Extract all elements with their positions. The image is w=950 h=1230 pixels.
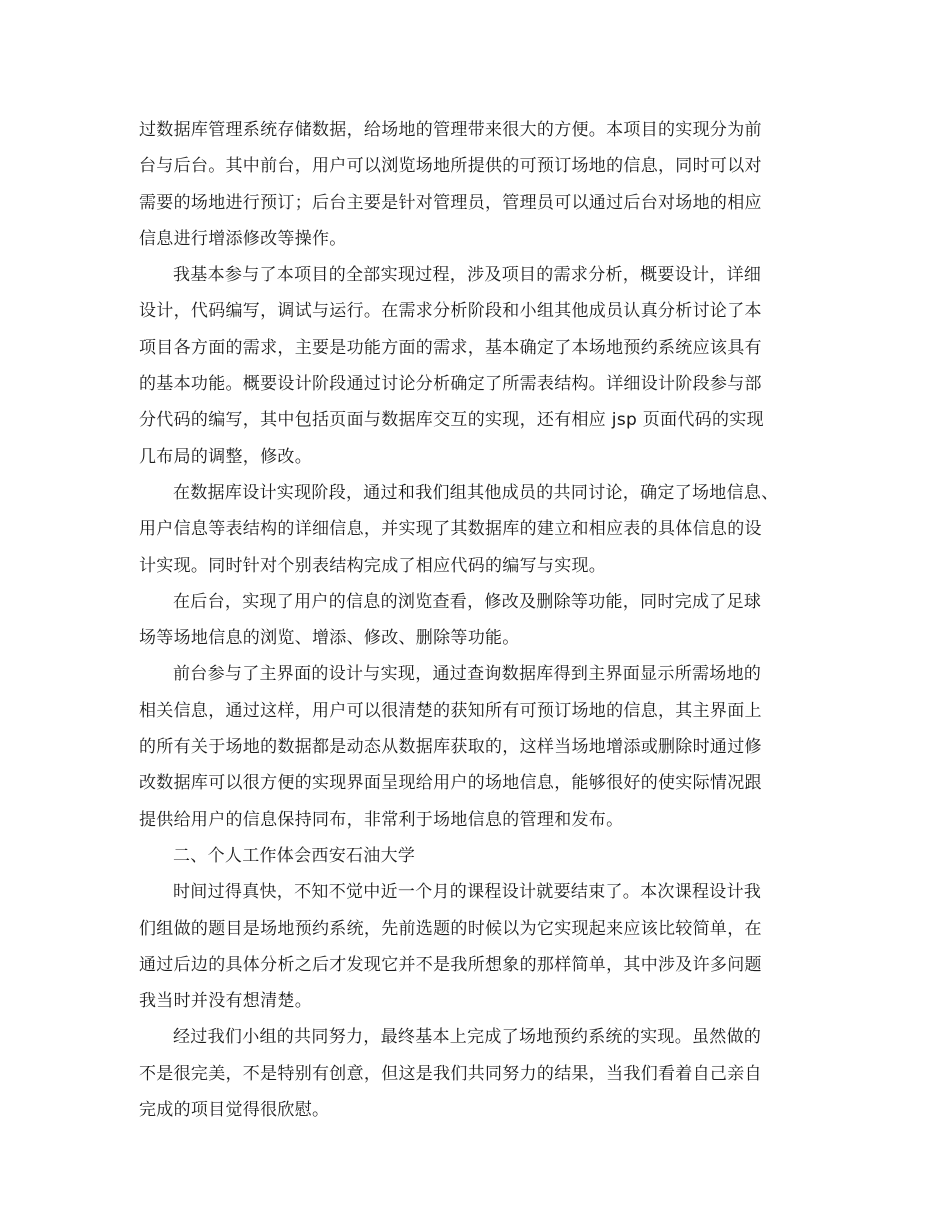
text-line: 计实现。同时针对个别表结构完成了相应代码的编写与实现。 xyxy=(139,555,607,576)
text-line: 设计，代码编写，调试与运行。在需求分析阶段和小组其他成员认真分析讨论了本 xyxy=(139,301,762,322)
text-line: 的基本功能。概要设计阶段通过讨论分析确定了所需表结构。详细设计阶段参与部 xyxy=(139,374,762,395)
text-line: 在数据库设计实现阶段，通过和我们组其他成员的共同讨论，确定了场地信息、 xyxy=(173,482,779,503)
text-line: 几布局的调整，修改。 xyxy=(139,446,312,467)
text-line: 项目各方面的需求，主要是功能方面的需求，基本确定了本场地预约系统应该具有 xyxy=(139,337,762,358)
document-body xyxy=(139,112,816,1128)
text-line: 不是很完美，不是特别有创意，但这是我们共同努力的结果，当我们看着自己亲自 xyxy=(139,1063,762,1084)
text-line: 需要的场地进行预订；后台主要是针对管理员，管理员可以通过后台对场地的相应 xyxy=(139,192,762,213)
text-line: 我基本参与了本项目的全部实现过程，涉及项目的需求分析，概要设计，详细 xyxy=(173,265,762,286)
text-line: 信息进行增添修改等操作。 xyxy=(139,228,347,249)
text-line: 通过后边的具体分析之后才发现它并不是我所想象的那样简单，其中涉及许多问题 xyxy=(139,954,762,975)
text-line: 的所有关于场地的数据都是动态从数据库获取的，这样当场地增添或删除时通过修 xyxy=(139,737,762,758)
text-line: 场等场地信息的浏览、增添、修改、删除等功能。 xyxy=(139,628,520,649)
text-line: 在后台，实现了用户的信息的浏览查看，修改及删除等功能，同时完成了足球 xyxy=(173,591,762,612)
text-line: 改数据库可以很方便的实现界面呈现给用户的场地信息，能够很好的使实际情况跟 xyxy=(139,773,762,794)
text-line: 经过我们小组的共同努力，最终基本上完成了场地预约系统的实现。虽然做的 xyxy=(173,1027,762,1048)
text-line: 台与后台。其中前台，用户可以浏览场地所提供的可预订场地的信息，同时可以对 xyxy=(139,156,762,177)
text-line: 提供给用户的信息保持同布，非常利于场地信息的管理和发布。 xyxy=(139,809,624,830)
text-line: 前台参与了主界面的设计与实现，通过查询数据库得到主界面显示所需场地的 xyxy=(173,664,762,685)
text-line: 完成的项目觉得很欣慰。 xyxy=(139,1100,330,1121)
text-line: 时间过得真快，不知不觉中近一个月的课程设计就要结束了。本次课程设计我 xyxy=(173,882,762,903)
text-line: 相关信息，通过这样，用户可以很清楚的获知所有可预订场地的信息，其主界面上 xyxy=(139,700,762,721)
text-line: 分代码的编写，其中包括页面与数据库交互的实现，还有相应 jsp 页面代码的实现 xyxy=(139,410,764,431)
text-line: 过数据库管理系统存储数据，给场地的管理带来很大的方便。本项目的实现分为前 xyxy=(139,120,762,140)
text-line: 二、个人工作体会西安石油大学 xyxy=(173,845,416,866)
text-line: 用户信息等表结构的详细信息，并实现了其数据库的建立和相应表的具体信息的设 xyxy=(139,519,762,540)
text-line: 我当时并没有想清楚。 xyxy=(139,991,312,1012)
text-line: 们组做的题目是场地预约系统，先前选题的时候以为它实现起来应该比较简单，在 xyxy=(139,918,762,939)
